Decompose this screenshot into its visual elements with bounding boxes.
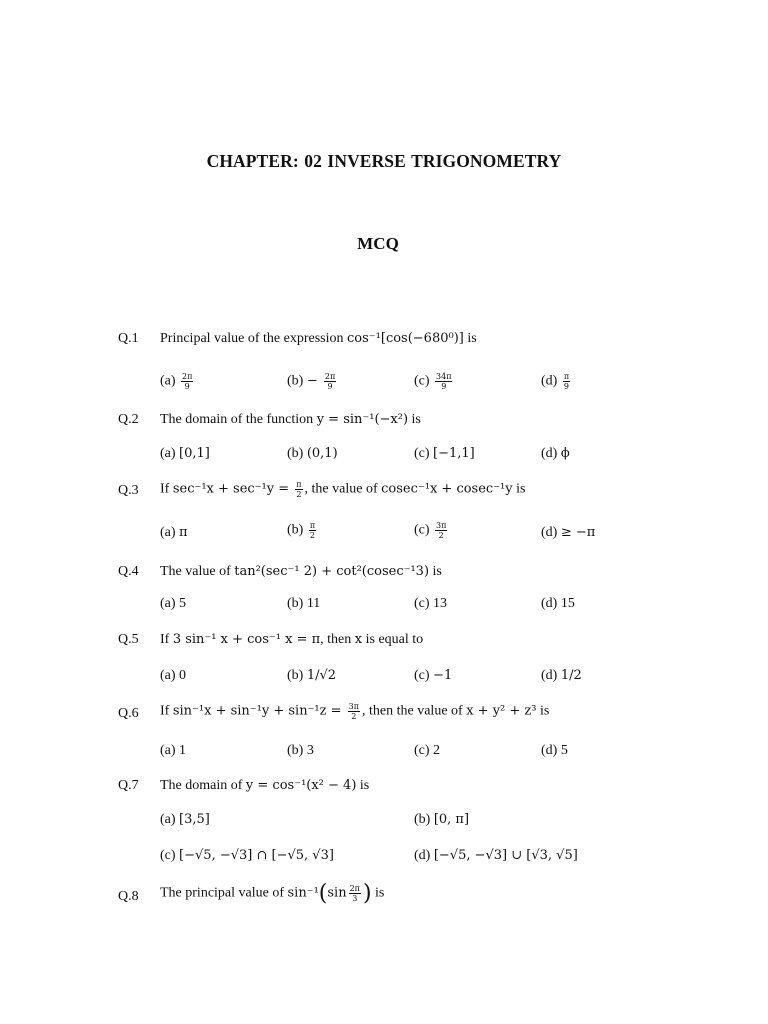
fraction-denominator: 2 [351,712,357,721]
option-value: 3 [306,743,314,758]
question-number: Q.5 [118,632,139,647]
option-value: 11 [306,596,321,611]
right-paren: ) [362,881,372,906]
option-c [414,521,449,540]
question-prefix: If [160,481,173,497]
question-suffix: is [371,885,385,901]
option-label: (d) [541,596,561,611]
fraction-denominator: 9 [327,382,333,391]
option-label: (a) [160,743,180,758]
option-d [541,743,568,759]
option-b [414,812,469,828]
option-label: (d) [541,668,561,683]
question-suffix: is [463,331,477,346]
option-value: (0,1) [306,446,338,461]
option-d [541,596,575,612]
option-label: (d) [541,525,561,540]
option-a [160,596,186,612]
question-middle: , the value of [304,481,382,497]
question-number: Q.6 [118,706,139,721]
fraction-numerator: 3π [348,702,360,711]
question-prefix: The domain of [160,778,246,793]
option-label: (c) [414,522,434,538]
option-label: (c) [414,373,434,389]
question-number: Q.4 [118,564,139,579]
question-text [160,632,423,648]
option-fraction [435,372,452,391]
option-label: (d) [414,848,434,863]
option-value: −1 [433,668,453,683]
option-d [541,446,570,462]
option-a [160,668,186,684]
option-label: (b) [287,522,307,538]
question-fraction [295,480,302,499]
fraction-denominator: 2 [438,531,444,540]
option-c [414,596,447,612]
option-label: (c) [160,848,180,863]
option-value: 1/√2 [306,668,337,683]
question-number: Q.7 [118,778,139,793]
question-math-2: cosec⁻¹x + cosec⁻¹y [381,481,513,497]
option-value: 2 [433,743,441,758]
question-number: Q.8 [118,889,139,904]
option-label: (d) [541,373,561,389]
question-text [160,412,421,428]
option-fraction [563,372,570,391]
option-c [414,743,440,759]
question-prefix: Principal value of the expression [160,331,348,346]
fraction-denominator: 9 [441,382,447,391]
question-number: Q.1 [118,331,139,346]
section-title: MCQ [357,234,399,253]
option-label: (b) [287,596,307,611]
option-d [541,525,595,541]
option-b [287,668,336,684]
question-suffix: is equal to [362,632,424,647]
option-label: (b) [287,446,307,461]
option-value: [0,1] [179,446,210,461]
option-b [287,521,318,540]
option-b [287,446,338,462]
fraction-denominator: 9 [184,382,190,391]
option-d [414,848,578,864]
question-math: 3 sin⁻¹ x + cos⁻¹ x = π [172,632,321,647]
option-value: [−√5, −√3] ∩ [−√5, √3] [179,848,334,863]
option-fraction [435,521,447,540]
option-label: (a) [160,446,180,461]
option-label: (d) [541,743,561,758]
question-fraction [349,884,361,903]
question-text [160,881,384,906]
option-value: 15 [560,596,575,611]
option-label: (a) [160,596,180,611]
option-a [160,372,195,391]
option-b [287,596,320,612]
question-text [160,778,369,794]
question-math: tan²(sec⁻¹ 2) + cot²(cosec⁻¹3) [234,564,430,579]
option-d [541,372,572,391]
option-label: (c) [414,596,434,611]
question-prefix: If [160,703,173,719]
question-math: y = sin⁻¹(−x²) [316,412,409,427]
question-text [160,702,549,721]
fraction-numerator: 34π [436,372,452,381]
option-value: ≥ −π [560,525,596,540]
question-suffix: is [536,703,550,719]
question-math: y = cos⁻¹(x² − 4) [245,778,357,793]
fraction-denominator: 9 [563,382,569,391]
question-prefix: The principal value of [160,885,288,901]
option-label: (b) [287,373,307,389]
fraction-numerator: 2π [349,884,360,893]
question-middle: , then [320,632,355,647]
option-fraction [309,521,316,540]
option-d [541,668,582,684]
option-value: 13 [433,596,448,611]
option-c [414,668,452,684]
question-math: cos⁻¹[cos(−680⁰)] [347,331,464,346]
question-math-2: x + y² + z³ [466,703,537,719]
option-label: (c) [414,446,434,461]
fraction-denominator: 3 [352,894,358,903]
fraction-numerator: π [563,372,570,381]
option-sign: − [306,373,322,389]
question-math: sec⁻¹x + sec⁻¹y = [172,481,294,497]
question-fraction [348,702,360,721]
option-value: 5 [179,596,187,611]
chapter-title: CHAPTER: 02 INVERSE TRIGONOMETRY [206,151,562,171]
option-label: (d) [541,446,561,461]
question-inner-function: sin [327,885,347,901]
fraction-numerator: 3π [436,521,447,530]
option-a [160,446,210,462]
question-math: sin⁻¹x + sin⁻¹y + sin⁻¹z = [172,703,346,719]
option-label: (c) [414,743,434,758]
option-value: [0, π] [433,812,470,827]
option-label: (b) [287,668,307,683]
option-b [287,743,314,759]
question-middle: , then the value of [362,703,467,719]
option-fraction [324,372,336,391]
question-prefix: If [160,632,173,647]
option-label: (a) [160,373,180,389]
option-value: 1/2 [560,668,582,683]
question-prefix: The domain of the function [160,412,317,427]
option-label: (b) [287,743,307,758]
option-label: (c) [414,668,434,683]
option-label: (a) [160,668,180,683]
option-a [160,525,188,541]
option-value: 0 [179,668,187,683]
option-value: 5 [560,743,568,758]
option-fraction [181,372,193,391]
question-number: Q.2 [118,412,139,427]
question-text [160,331,477,347]
option-value: 1 [179,743,187,758]
question-prefix: The value of [160,564,235,579]
option-a [160,812,210,828]
left-paren: ( [318,881,328,906]
question-suffix: is [408,412,421,427]
question-suffix: is [512,481,526,497]
option-value: [−1,1] [433,446,475,461]
fraction-numerator: 2π [324,372,336,381]
option-value: ϕ [560,446,570,461]
option-value: π [179,525,188,540]
fraction-numerator: 2π [182,372,193,381]
option-b [287,372,338,391]
option-value: [3,5] [179,812,210,827]
option-c [160,848,334,864]
question-text [160,564,442,580]
question-math-2: x [354,632,363,647]
option-c [414,446,475,462]
option-c [414,372,454,391]
question-number: Q.3 [118,483,139,498]
option-a [160,743,186,759]
fraction-denominator: 2 [296,490,302,499]
fraction-numerator: π [296,480,302,489]
option-value: [−√5, −√3] ∪ [√3, √5] [433,848,578,863]
fraction-denominator: 2 [309,531,315,540]
question-suffix: is [429,564,442,579]
question-text [160,480,525,499]
option-label: (a) [160,525,180,540]
option-label: (b) [414,812,434,827]
option-label: (a) [160,812,180,827]
question-math: sin⁻¹ [287,885,319,901]
question-suffix: is [356,778,370,793]
fraction-numerator: π [309,521,316,530]
